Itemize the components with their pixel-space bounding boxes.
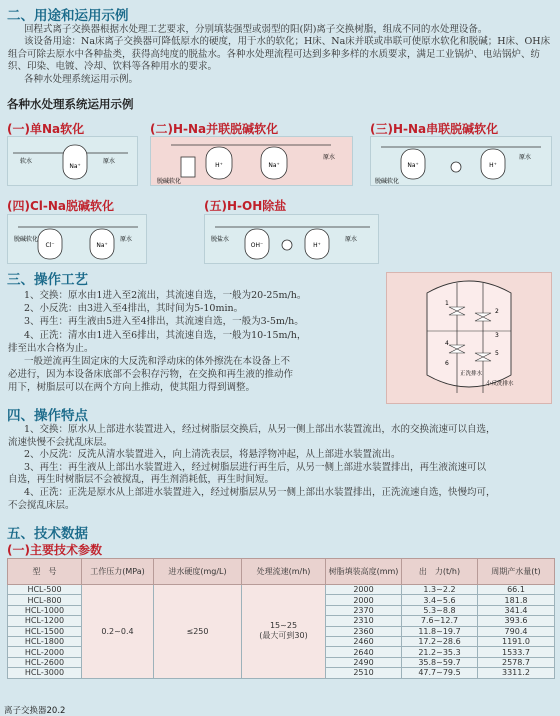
cell-height: 2000	[326, 585, 402, 595]
example-4-label-na: Na⁺	[96, 242, 108, 249]
process-label-rinse-drain: 正洗排水	[460, 371, 483, 377]
feature-line-6: 4、正洗：正洗是原水从上部进水装置进入，经过树脂层从另一侧上部出水装置排出，正洗流速自选，快慢均可，	[24, 486, 496, 498]
feature-line-7: 不会搅乱床层。	[8, 499, 75, 511]
cell-flow-value: 15~25	[269, 621, 298, 631]
process-line-6: 一般逆流再生固定床的大反洗和浮动床的体外擦洗在本设备上不	[24, 356, 291, 368]
cell-yield: 393.6	[478, 616, 555, 626]
process-text	[8, 289, 376, 395]
example-4-title: (四)Cl-Na脱碱软化	[7, 199, 115, 213]
section-title-usage: 二、用途和运用示例	[7, 8, 129, 24]
cell-model: HCL-3000	[8, 668, 82, 678]
cell-model: HCL-2600	[8, 657, 82, 667]
cell-output: 5.3~8.8	[402, 605, 478, 615]
specs-subtitle: (一)主要技术参数	[7, 543, 102, 557]
example-5-label-h: H⁺	[313, 242, 321, 249]
process-line-5: 排至出水合格为止。	[8, 342, 94, 354]
cell-yield: 1191.0	[478, 636, 555, 646]
cell-yield: 66.1	[478, 585, 555, 595]
example-3-diagram	[370, 136, 552, 186]
example-1-label-soft: 软水	[20, 158, 33, 165]
section-title-features: 四、操作特点	[7, 408, 88, 424]
cell-height: 2460	[326, 636, 402, 646]
cell-model: HCL-1200	[8, 616, 82, 626]
cell-output: 11.8~19.7	[402, 626, 478, 636]
process-label-4: 4	[445, 340, 449, 347]
example-4-diagram	[7, 214, 147, 264]
page-footer: 离子交换器20.2	[4, 706, 66, 716]
feature-line-5: 自选，再生时树脂层不会被搅乱，再生剂消耗低，再生时间短。	[8, 474, 275, 486]
cell-height: 2310	[326, 616, 402, 626]
example-5-label-raw: 原水	[345, 236, 358, 243]
cell-model: HCL-500	[8, 585, 82, 595]
example-3-title: (三)H-Na串联脱碱软化	[370, 122, 499, 136]
header-yield: 周期产水量(t)	[478, 559, 555, 585]
example-2-label-out: 脱碱软化	[157, 178, 182, 185]
cell-height: 2490	[326, 657, 402, 667]
cell-output: 3.4~5.6	[402, 595, 478, 605]
process-label-5: 5	[495, 350, 499, 357]
example-3-label-na: Na⁺	[407, 162, 419, 169]
feature-line-1: 1、交换：原水从上部进水装置进入，经过树脂层交换后，从另一侧上部出水装置流出，水的交换流速可以自选，	[24, 424, 496, 435]
example-5-diagram	[204, 214, 379, 264]
cell-height: 2370	[326, 605, 402, 615]
example-2-label-raw: 原水	[323, 154, 336, 161]
process-line-7: 必进行，因为本设备床底部不会积存污物，在交换和再生液的推动作	[8, 369, 294, 381]
cell-output: 21.2~35.3	[402, 647, 478, 657]
features-text	[8, 424, 556, 512]
cell-height: 2000	[326, 595, 402, 605]
cell-hardness: ≤250	[154, 585, 242, 679]
process-label-2: 2	[495, 308, 499, 315]
usage-paragraph-3: 各种水处理系统运用示例。	[24, 73, 139, 85]
process-line-8: 用下，树脂层可以在两个方向上推动，使其阻力得到调整。	[8, 382, 256, 394]
cell-pressure: 0.2~0.4	[82, 585, 154, 679]
cell-flow-note: (最大可到30)	[259, 631, 308, 641]
example-5-title: (五)H-OH除盐	[204, 199, 287, 213]
example-1-title: (一)单Na软化	[7, 122, 85, 136]
header-hardness: 进水硬度(mg/L)	[154, 559, 242, 585]
cell-model: HCL-2000	[8, 647, 82, 657]
cell-height: 2510	[326, 668, 402, 678]
cell-yield: 1533.7	[478, 647, 555, 657]
usage-paragraph-2: 该设备用途：Na床离子交换器可降低原水的硬度，用于水的软化；H床、Na床并联或串联可使原水软化和脱碱；H床、OH床组合可除去原水中各种盐类，获得高纯度的脱盐水。各种水处理流程可达到多种多样的水质要求，满足工业锅炉、电站锅炉、纺织、印染、电镀、冷却、饮料等各种用水的要求。	[8, 36, 551, 73]
example-4-label-cl: Cl⁻	[45, 242, 55, 249]
cell-yield: 3311.2	[478, 668, 555, 678]
process-line-2: 2、小反洗：由3进入至4排出，其时间为5-10min。	[24, 303, 244, 315]
example-1-label-na: Na⁺	[69, 163, 81, 170]
cell-output: 17.2~28.6	[402, 636, 478, 646]
cell-model: HCL-1800	[8, 636, 82, 646]
usage-paragraph-1: 回程式离子交换器根据水处理工艺要求，分别填装强型或弱型的阳(阴)离子交换树脂，组成不同的水处理设备。	[24, 24, 488, 35]
feature-line-4: 3、再生：再生液从上部出水装置进入，经过树脂层进行再生后，从另一侧上部进水装置排出，再生液流速可以	[24, 461, 487, 473]
example-2-label-h: H⁺	[215, 162, 223, 169]
cell-output: 1.3~2.2	[402, 585, 478, 595]
section-title-process: 三、操作工艺	[7, 272, 88, 288]
cell-yield: 181.8	[478, 595, 555, 605]
example-2-title: (二)H-Na并联脱碱软化	[150, 122, 279, 136]
cell-height: 2360	[326, 626, 402, 636]
example-1-diagram	[7, 136, 138, 186]
cell-output: 47.7~79.5	[402, 668, 478, 678]
process-label-3: 3	[495, 332, 499, 339]
cell-flow	[242, 585, 326, 679]
example-4-label-out: 脱碱软化	[14, 236, 39, 243]
process-label-6: 6	[445, 360, 449, 367]
examples-heading: 各种水处理系统运用示例	[7, 97, 134, 111]
header-pressure: 工作压力(MPa)	[82, 559, 154, 585]
example-3-label-out: 脱碱软化	[375, 178, 400, 185]
cell-yield: 341.4	[478, 605, 555, 615]
header-height: 树脂填装高度(mm)	[326, 559, 402, 585]
header-output: 出 力(t/h)	[402, 559, 478, 585]
process-label-1: 1	[445, 300, 449, 307]
header-model: 型 号	[8, 559, 82, 585]
feature-line-3: 2、小反洗：反洗从清水装置进入，向上清洗表层，将悬浮物冲起，从上部进水装置流出。	[24, 449, 401, 461]
section-title-specs: 五、技术数据	[7, 526, 88, 542]
process-label-backwash-drain: 小反洗排水	[486, 381, 514, 387]
example-3-label-h: H⁺	[489, 162, 497, 169]
header-flow: 处理流速(m/h)	[242, 559, 326, 585]
table-row	[8, 585, 555, 595]
cell-yield: 2578.7	[478, 657, 555, 667]
cell-model: HCL-1000	[8, 605, 82, 615]
example-5-label-oh: OH⁻	[250, 242, 264, 249]
cell-output: 7.6~12.7	[402, 616, 478, 626]
cell-model: HCL-1500	[8, 626, 82, 636]
example-4-label-raw: 原水	[120, 236, 133, 243]
cell-output: 35.8~59.7	[402, 657, 478, 667]
example-2-diagram	[150, 136, 353, 186]
feature-line-2: 流速快慢不会扰乱床层。	[8, 436, 113, 448]
process-diagram	[386, 272, 552, 404]
process-line-1: 1、交换：原水由1进入至2流出，其流速自选，一般为20-25m/h。	[24, 290, 307, 301]
cell-yield: 790.4	[478, 626, 555, 636]
specs-table	[7, 558, 555, 679]
cell-height: 2640	[326, 647, 402, 657]
cell-model: HCL-800	[8, 595, 82, 605]
specs-header-row	[8, 559, 555, 585]
usage-text	[8, 24, 553, 86]
process-line-3: 3、再生：再生液由5进入至4排出，其流速自选，一般为3-5m/h。	[24, 316, 304, 328]
process-line-4: 4、正洗：清水由1进入至6排出，其流速自选，一般为10-15m/h，	[24, 329, 307, 341]
example-3-label-raw: 原水	[519, 154, 532, 161]
example-1-label-raw: 原水	[103, 158, 116, 165]
example-2-label-na: Na⁺	[268, 162, 280, 169]
example-5-label-out: 脱盐水	[211, 236, 230, 243]
